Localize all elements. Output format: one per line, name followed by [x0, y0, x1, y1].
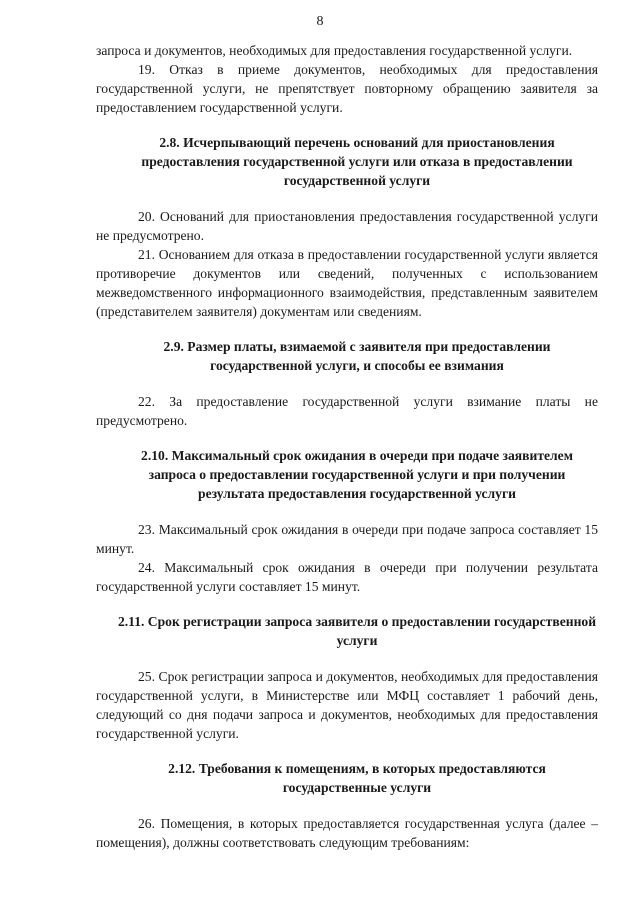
- paragraph-23: 23. Максимальный срок ожидания в очереди при подаче запроса составляет 15 минут.: [96, 522, 598, 556]
- paragraph-19: 19. Отказ в приеме документов, необходимых для предоставления государственной услуги, не препятствует повторному обращению заявителя за предоставлением государственной услуги.: [96, 62, 598, 115]
- page-number: 8: [316, 14, 324, 29]
- paragraph-continuation: запроса и документов, необходимых для предоставления государственной услуги.: [96, 43, 573, 58]
- section-heading-2-12: 2.12. Требования к помещениям, в которых предоставляются государственные услуги: [168, 761, 546, 795]
- paragraph-25: 25. Срок регистрации запроса и документов, необходимых для предоставления государственной услуги, в Министерстве или МФЦ составляет 1 рабочий день, следующий со дня подачи запроса и документов, необходимых для предоставления государственной услуги.: [96, 669, 598, 741]
- section-heading-2-8: 2.8. Исчерпывающий перечень оснований для приостановления предоставления государственной услуги или отказа в предоставлении государственной услуги: [141, 135, 573, 188]
- document-body: [96, 41, 598, 852]
- section-heading-2-11: 2.11. Срок регистрации запроса заявителя о предоставлении государственной услуги: [117, 614, 597, 648]
- paragraph-21: 21. Основанием для отказа в предоставлении государственной услуги является противоречие документов или сведений, полученных с использованием межведомственного информационного взаимодействия, представленным заявителем (представителем заявителя) документам или сведениям.: [96, 247, 598, 319]
- paragraph-26: 26. Помещения, в которых предоставляется государственная услуга (далее – помещения), должны соответствовать следующим требованиям:: [96, 816, 598, 850]
- paragraph-20: 20. Оснований для приостановления предоставления государственной услуги не предусмотрено.: [96, 209, 598, 243]
- section-heading-2-9: 2.9. Размер платы, взимаемой с заявителя при предоставлении государственной услуги, и способы ее взимания: [163, 339, 551, 373]
- section-heading-2-10: 2.10. Максимальный срок ожидания в очереди при подаче заявителем запроса о предоставлении государственной услуги и при получении результата предоставления государственной услуги: [141, 448, 573, 501]
- paragraph-22: 22. За предоставление государственной услуги взимание платы не предусмотрено.: [96, 394, 598, 428]
- paragraph-24: 24. Максимальный срок ожидания в очереди при получении результата государственной услуги составляет 15 минут.: [96, 560, 598, 594]
